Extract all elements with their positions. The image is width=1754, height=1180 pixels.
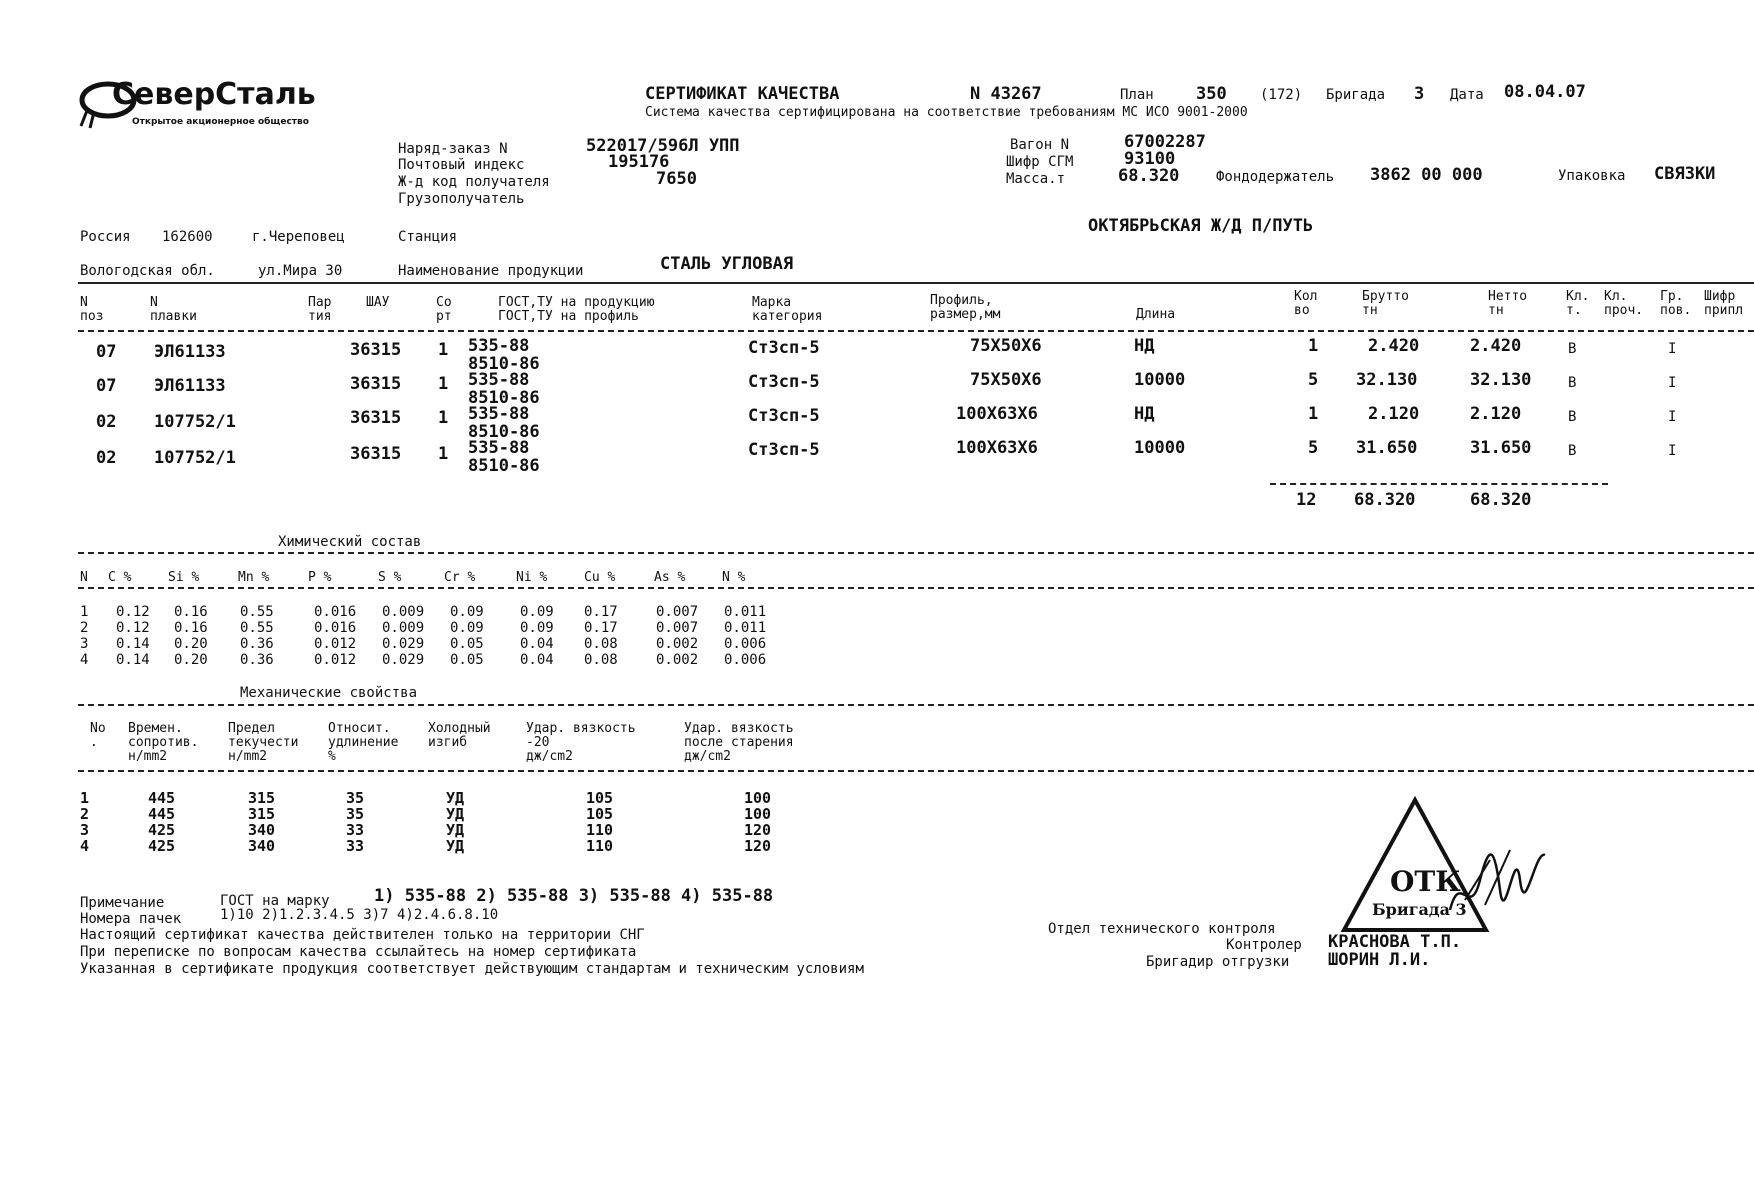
chem-cell: 0.17 — [584, 620, 618, 636]
row-pos: 02 — [96, 448, 117, 468]
chem-cell: 0.011 — [724, 604, 767, 620]
mech-cell: 120 — [744, 837, 772, 855]
order-value: 522017/596Л УПП — [586, 136, 740, 156]
row-grade: Ст3сп-5 — [748, 338, 820, 358]
row-class: В — [1568, 443, 1577, 459]
chem-cell: 0.016 — [314, 604, 357, 620]
row-melt: 107752/1 — [154, 412, 236, 432]
row-melt: ЭЛ61133 — [154, 376, 226, 396]
chem-cell: 0.55 — [240, 620, 274, 636]
mechanical-header-rule — [78, 770, 1754, 772]
gost-value: 1) 535-88 2) 535-88 3) 535-88 4) 535-88 — [374, 886, 774, 906]
chem-cell: 0.029 — [382, 636, 425, 652]
total-qty: 12 — [1296, 490, 1317, 510]
mech-cell: 340 — [248, 837, 276, 855]
mass-label: Масса.т — [1006, 171, 1066, 187]
cipher-label: Шифр СГМ — [1006, 154, 1074, 170]
mech-cell: УД — [446, 789, 465, 807]
chem-cell: 4 — [80, 652, 89, 668]
row-gost-profile: 8510-86 — [468, 388, 540, 408]
postal-value: 195176 — [608, 152, 670, 172]
plan-label: План — [1120, 87, 1154, 103]
cipher-value: 93100 — [1124, 149, 1176, 169]
packing-value: СВЯЗКИ — [1654, 164, 1716, 184]
mechanical-title: Механические свойства — [240, 685, 418, 701]
certificate-title: СЕРТИФИКАТ КАЧЕСТВА — [645, 84, 840, 104]
controller-name: КРАСНОВА Т.П. — [1328, 932, 1462, 952]
foreman-name: ШОРИН Л.И. — [1328, 950, 1431, 970]
hdr-grade: Марка категория — [752, 295, 823, 324]
chem-cell: 0.012 — [314, 652, 357, 668]
product-value: СТАЛЬ УГЛОВАЯ — [660, 254, 794, 274]
chem-cell: 3 — [80, 636, 89, 652]
mech-cell: 315 — [248, 805, 276, 823]
chem-hdr: Mn % — [238, 570, 270, 585]
mech-cell: 3 — [80, 821, 90, 839]
postal-label: Почтовый индекс — [398, 157, 525, 173]
chem-cell: 0.002 — [656, 652, 699, 668]
hdr-gost: ГОСТ,ТУ на продукцию ГОСТ,ТУ на профиль — [498, 295, 655, 324]
station-label: Станция — [398, 229, 458, 245]
chem-cell: 0.08 — [584, 652, 618, 668]
mech-cell: 425 — [148, 837, 176, 855]
row-profile: 100X63X6 — [956, 404, 1038, 424]
mech-cell: 120 — [744, 821, 772, 839]
mech-cell: 1 — [80, 789, 90, 807]
controller-label: Контролер — [1226, 937, 1302, 953]
mech-cell: 315 — [248, 789, 276, 807]
mech-hdr: Удар. вязкость -20 дж/cm2 — [526, 721, 636, 764]
chem-cell: 0.08 — [584, 636, 618, 652]
row-length: НД — [1134, 336, 1155, 356]
mech-cell: УД — [446, 837, 465, 855]
row-shau: 36315 — [350, 374, 402, 394]
chem-hdr: P % — [308, 570, 332, 585]
row-gost-profile: 8510-86 — [468, 422, 540, 442]
chem-cell: 0.029 — [382, 652, 425, 668]
mech-cell: 425 — [148, 821, 176, 839]
row-pos: 02 — [96, 412, 117, 432]
chem-cell: 0.016 — [314, 620, 357, 636]
hdr-brutto: Брутто тн — [1362, 289, 1409, 318]
chem-cell: 0.55 — [240, 604, 274, 620]
row-class: В — [1568, 341, 1577, 357]
chem-cell: 0.05 — [450, 652, 484, 668]
mech-hdr: Времен. сопротив. н/mm2 — [128, 721, 199, 764]
mech-cell: 4 — [80, 837, 90, 855]
chem-cell: 0.006 — [724, 652, 767, 668]
packing-label: Упаковка — [1558, 168, 1626, 184]
hdr-gr-pov: Гр. пов. — [1660, 289, 1692, 318]
mech-cell: 2 — [80, 805, 90, 823]
chem-cell: 0.09 — [450, 620, 484, 636]
chem-cell: 0.16 — [174, 604, 208, 620]
chem-cell: 0.14 — [116, 652, 150, 668]
station-value: ОКТЯБРЬСКАЯ Ж/Д П/ПУТЬ — [1088, 216, 1314, 236]
fund-holder-value: 3862 00 000 — [1370, 165, 1483, 185]
row-profile: 75X50X6 — [970, 336, 1042, 356]
address-city: г.Череповец — [252, 229, 345, 245]
row-qty: 5 — [1308, 370, 1319, 390]
mech-cell: 105 — [586, 805, 614, 823]
mech-cell: 100 — [744, 805, 772, 823]
hdr-cl-str: Кл. проч. — [1604, 289, 1644, 318]
row-gost-profile: 8510-86 — [468, 354, 540, 374]
mech-hdr: No . — [90, 721, 106, 750]
mech-hdr: Относит. удлинение % — [328, 721, 399, 764]
hdr-shau: ШАУ — [366, 295, 390, 310]
mech-cell: 33 — [346, 837, 365, 855]
total-brutto: 68.320 — [1354, 490, 1416, 510]
chem-hdr: N — [80, 570, 88, 585]
mech-cell: 445 — [148, 805, 176, 823]
hdr-netto: Нетто тн — [1488, 289, 1528, 318]
row-grade: Ст3сп-5 — [748, 440, 820, 460]
mech-cell: 445 — [148, 789, 176, 807]
mech-cell: УД — [446, 821, 465, 839]
row-qty: 1 — [1308, 336, 1319, 356]
row-length: НД — [1134, 404, 1155, 424]
row-profile: 75X50X6 — [970, 370, 1042, 390]
hdr-qty: Кол во — [1294, 289, 1318, 318]
mech-cell: 35 — [346, 789, 365, 807]
chem-cell: 0.17 — [584, 604, 618, 620]
chem-cell: 0.16 — [174, 620, 208, 636]
chem-cell: 0.002 — [656, 636, 699, 652]
chem-hdr: N % — [722, 570, 746, 585]
hdr-sort: Со рт — [436, 295, 452, 324]
row-sort: 1 — [438, 374, 449, 394]
row-netto: 2.120 — [1470, 404, 1522, 424]
chem-cell: 0.009 — [382, 620, 425, 636]
hdr-length: Длина — [1136, 307, 1176, 322]
mech-cell: 340 — [248, 821, 276, 839]
fund-holder-label: Фондодержатель — [1216, 169, 1335, 185]
product-label: Наименование продукции — [398, 263, 584, 279]
chem-cell: 0.36 — [240, 636, 274, 652]
row-sort: 1 — [438, 340, 449, 360]
brigade-label: Бригада — [1326, 87, 1386, 103]
row-length: 10000 — [1134, 438, 1186, 458]
row-melt: 107752/1 — [154, 448, 236, 468]
row-class: В — [1568, 375, 1577, 391]
date-value: 08.04.07 — [1504, 82, 1586, 102]
consignee-label: Грузополучатель — [398, 191, 525, 207]
table-header-rule — [78, 330, 1754, 332]
chem-cell: 0.009 — [382, 604, 425, 620]
row-pos: 07 — [96, 376, 117, 396]
chem-cell: 0.20 — [174, 652, 208, 668]
row-length: 10000 — [1134, 370, 1186, 390]
chem-hdr: As % — [654, 570, 686, 585]
hdr-cl-t: Кл. т. — [1566, 289, 1590, 318]
chemical-top-rule — [78, 552, 1754, 554]
mass-value: 68.320 — [1118, 166, 1180, 186]
chem-cell: 0.36 — [240, 652, 274, 668]
mech-hdr: Удар. вязкость после старения дж/cm2 — [684, 721, 794, 764]
chem-hdr: C % — [108, 570, 132, 585]
chem-cell: 1 — [80, 604, 89, 620]
row-brutto: 2.120 — [1368, 404, 1420, 424]
row-group: I — [1668, 443, 1677, 459]
note-label: Примечание — [80, 895, 165, 911]
mech-cell: 100 — [744, 789, 772, 807]
row-profile: 100X63X6 — [956, 438, 1038, 458]
stamp-subtitle: Бригада 3 — [1372, 900, 1467, 919]
chem-cell: 0.09 — [520, 604, 554, 620]
chem-cell: 0.20 — [174, 636, 208, 652]
total-netto: 68.320 — [1470, 490, 1532, 510]
chem-cell: 0.006 — [724, 636, 767, 652]
row-group: I — [1668, 341, 1677, 357]
packs-label: Номера пачек — [80, 911, 182, 927]
chem-hdr: S % — [378, 570, 402, 585]
address-index: 162600 — [162, 229, 213, 245]
brigade-value: 3 — [1414, 84, 1425, 104]
mech-cell: 33 — [346, 821, 365, 839]
chem-hdr: Cr % — [444, 570, 476, 585]
row-shau: 36315 — [350, 408, 402, 428]
address-street: ул.Мира 30 — [258, 263, 343, 279]
chem-cell: 0.12 — [116, 620, 150, 636]
qc-department: Отдел технического контроля — [1048, 921, 1276, 937]
row-shau: 36315 — [350, 444, 402, 464]
row-gost-product: 535-88 — [468, 438, 530, 458]
wagon-value: 67002287 — [1124, 132, 1206, 152]
rail-code-label: Ж-д код получателя — [398, 174, 550, 190]
chem-cell: 0.12 — [116, 604, 150, 620]
row-group: I — [1668, 375, 1677, 391]
quality-system: Система качества сертифицирована на соответствие требованиям МС ИСО 9001-2000 — [645, 105, 1248, 120]
row-melt: ЭЛ61133 — [154, 342, 226, 362]
row-gost-product: 535-88 — [468, 404, 530, 424]
row-netto: 2.420 — [1470, 336, 1522, 356]
totals-rule — [1270, 483, 1608, 485]
mech-hdr: Холодный изгиб — [428, 721, 491, 750]
chemical-title: Химический состав — [278, 534, 422, 550]
chem-cell: 0.14 — [116, 636, 150, 652]
row-qty: 1 — [1308, 404, 1319, 424]
company-name: СеверСталь — [112, 77, 316, 112]
row-grade: Ст3сп-5 — [748, 406, 820, 426]
company-subtitle: Открытое акционерное общество — [132, 117, 309, 127]
chem-cell: 0.05 — [450, 636, 484, 652]
row-group: I — [1668, 409, 1677, 425]
packs-value: 1)10 2)1.2.3.4.5 3)7 4)2.4.6.8.10 — [220, 907, 499, 923]
chem-hdr: Si % — [168, 570, 200, 585]
chem-cell: 0.007 — [656, 620, 699, 636]
stamp-title: ОТК — [1390, 865, 1461, 898]
wagon-label: Вагон N — [1010, 137, 1070, 153]
row-gost-profile: 8510-86 — [468, 456, 540, 476]
mechanical-top-rule — [78, 704, 1754, 706]
chemical-header-rule — [78, 587, 1754, 589]
address-region: Вологодская обл. — [80, 263, 215, 279]
row-qty: 5 — [1308, 438, 1319, 458]
row-brutto: 31.650 — [1356, 438, 1418, 458]
date-label: Дата — [1450, 87, 1484, 103]
row-netto: 32.130 — [1470, 370, 1532, 390]
chem-hdr: Ni % — [516, 570, 548, 585]
plan-value: 350 — [1196, 84, 1227, 104]
order-label: Наряд-заказ N — [398, 141, 508, 157]
mech-cell: УД — [446, 805, 465, 823]
gost-label: ГОСТ на марку — [220, 893, 330, 909]
hdr-profile: Профиль, размер,мм — [930, 293, 1001, 322]
mech-cell: 110 — [586, 821, 614, 839]
row-class: В — [1568, 409, 1577, 425]
chem-cell: 2 — [80, 620, 89, 636]
row-brutto: 2.420 — [1368, 336, 1420, 356]
certificate-number: N 43267 — [970, 84, 1042, 104]
chem-cell: 0.007 — [656, 604, 699, 620]
row-grade: Ст3сп-5 — [748, 372, 820, 392]
note-line-2: При переписке по вопросам качества ссылайтесь на номер сертификата — [80, 944, 637, 960]
mech-hdr: Предел текучести н/mm2 — [228, 721, 299, 764]
hdr-party: Пар тия — [308, 295, 332, 324]
row-sort: 1 — [438, 408, 449, 428]
row-gost-product: 535-88 — [468, 336, 530, 356]
hdr-pos: N поз — [80, 295, 104, 324]
chem-cell: 0.04 — [520, 652, 554, 668]
note-line-3: Указанная в сертификате продукция соответствует действующим стандартам и техническим условиям — [80, 961, 864, 977]
rail-code-value: 7650 — [656, 169, 697, 189]
row-gost-product: 535-88 — [468, 370, 530, 390]
row-sort: 1 — [438, 444, 449, 464]
row-shau: 36315 — [350, 340, 402, 360]
chem-cell: 0.09 — [450, 604, 484, 620]
mech-cell: 110 — [586, 837, 614, 855]
chem-cell: 0.09 — [520, 620, 554, 636]
row-brutto: 32.130 — [1356, 370, 1418, 390]
plan-extra: (172) — [1260, 87, 1303, 103]
row-pos: 07 — [96, 342, 117, 362]
hdr-melt: N плавки — [150, 295, 197, 324]
table-top-rule — [78, 282, 1754, 284]
foreman-label: Бригадир отгрузки — [1146, 954, 1290, 970]
chem-cell: 0.012 — [314, 636, 357, 652]
row-netto: 31.650 — [1470, 438, 1532, 458]
signature-scribble-icon — [1440, 830, 1550, 930]
address-country: Россия — [80, 229, 131, 245]
hdr-cipher: Шифр припл — [1704, 289, 1744, 318]
chem-hdr: Cu % — [584, 570, 616, 585]
note-line-1: Настоящий сертификат качества действителен только на территории СНГ — [80, 927, 645, 943]
mech-cell: 105 — [586, 789, 614, 807]
chem-cell: 0.011 — [724, 620, 767, 636]
chem-cell: 0.04 — [520, 636, 554, 652]
mech-cell: 35 — [346, 805, 365, 823]
